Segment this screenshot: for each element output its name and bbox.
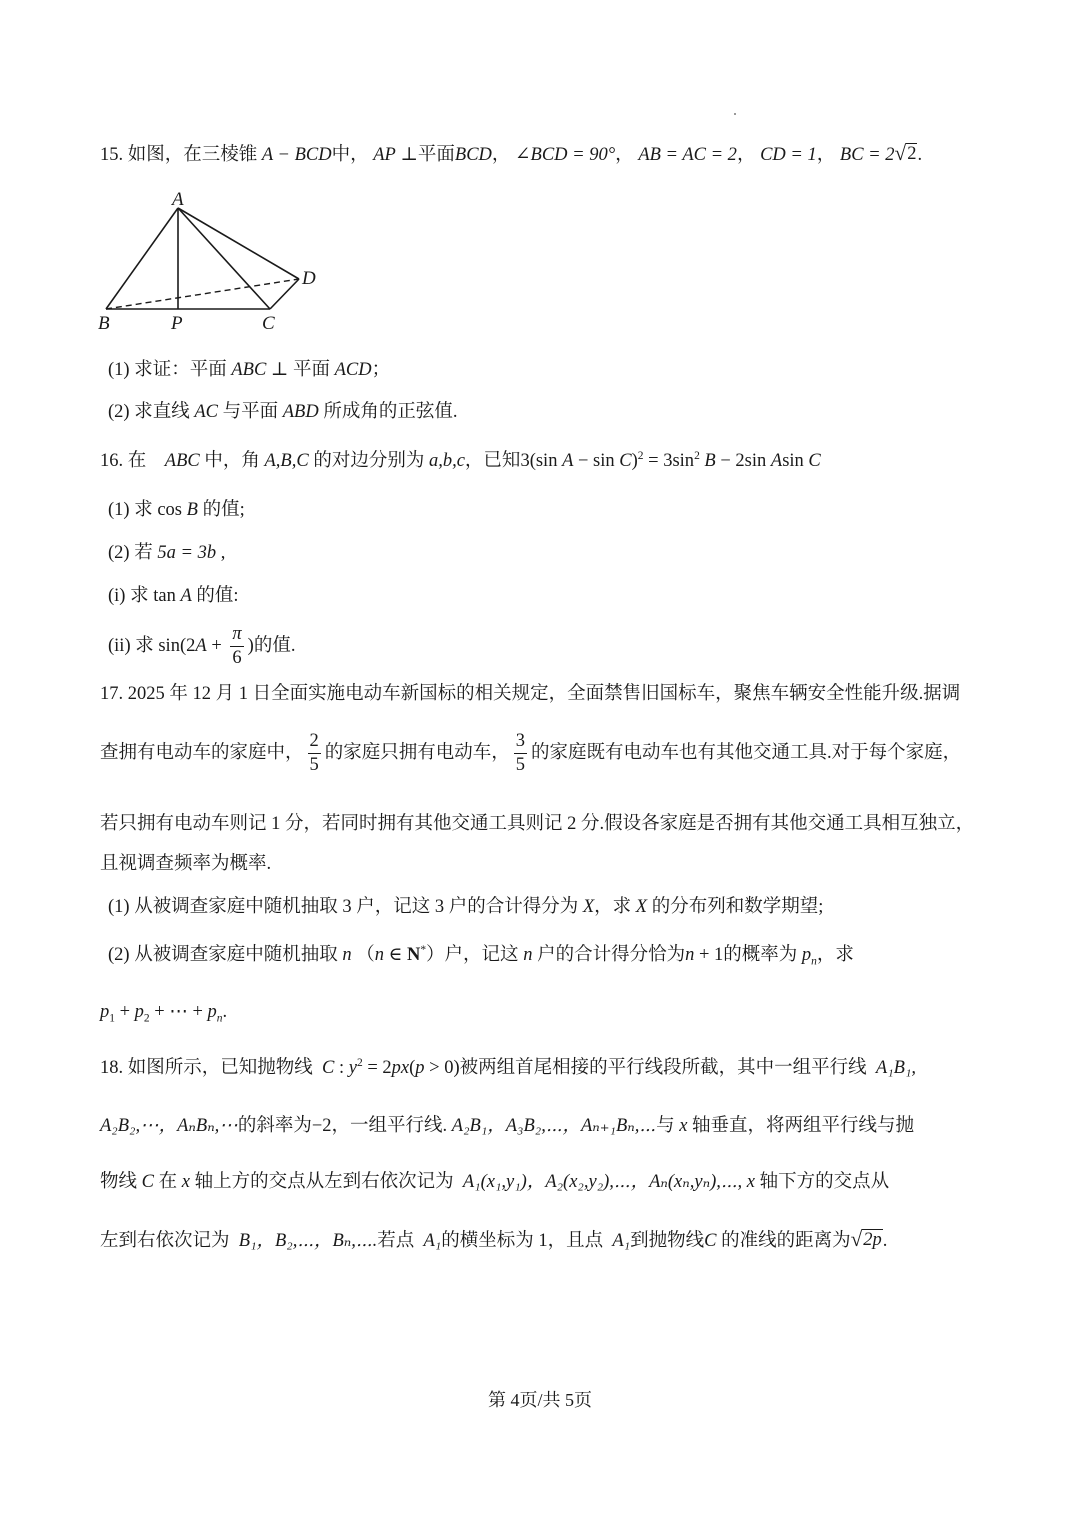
part-text: 求 cos	[134, 500, 187, 520]
q15-intro: 如图，在三棱锥	[127, 145, 258, 166]
edge-ab	[106, 208, 178, 309]
q15-part-1	[108, 361, 390, 380]
slope-value: −2	[311, 1116, 332, 1136]
part-text: 求 tan	[130, 586, 181, 606]
condition-eq: 5a = 3b	[157, 543, 217, 563]
q15-ab-ac: AB = AC = 2	[638, 145, 737, 166]
q15-text: ，	[615, 145, 634, 166]
eq-var: A	[770, 451, 783, 471]
q17-line-3: 若只拥有电动车则记 1 分，若同时拥有其他交通工具则记 2 分.假设各家庭是否拥有其他交通工具相互独立，	[100, 814, 975, 834]
q16-text: 在	[127, 451, 147, 471]
subscript-n: n	[811, 955, 817, 968]
eq-exponent: 2	[694, 449, 700, 462]
part-text: ，求	[594, 897, 632, 917]
scan-speck	[734, 113, 736, 115]
q17-part-2	[108, 943, 854, 968]
q15-text: ，	[491, 145, 511, 166]
fraction-2-5	[308, 732, 321, 776]
var-a: A	[180, 586, 192, 606]
part-text: 求证：平面	[134, 360, 227, 380]
eq-part: = 3sin	[643, 451, 695, 471]
part-text: 的概率为	[723, 945, 798, 965]
eq-part: > 0)	[424, 1058, 460, 1078]
q18-line-1	[100, 1056, 916, 1078]
sqrt-expression: √ 2	[894, 141, 917, 166]
numerator: π	[230, 625, 243, 647]
fraction-3-5	[514, 732, 527, 776]
triangle-abc: ABC	[164, 451, 200, 471]
edge-ac	[178, 208, 270, 309]
var-c: C	[322, 1058, 335, 1078]
q18-text: 18. 如图所示，已知抛物线	[100, 1058, 313, 1078]
eq-part: = 2	[362, 1058, 392, 1078]
q18-line-3	[100, 1173, 889, 1192]
q15-part-2	[108, 403, 457, 422]
q17-part-1	[108, 898, 823, 917]
part-text: 的值;	[202, 500, 245, 520]
eq-exponent: 2	[637, 449, 644, 462]
part-label: (2)	[108, 543, 130, 563]
denominator: 5	[515, 755, 526, 776]
part-text: ）户，记这	[426, 945, 519, 965]
denominator: 5	[309, 755, 319, 776]
q18-text: 物线	[100, 1172, 138, 1192]
label-a: A	[172, 189, 184, 210]
part-text: ，求	[816, 945, 854, 965]
q18-text: 的准线的距离为	[721, 1231, 851, 1252]
q16-number: 16.	[100, 451, 124, 471]
part-label: (2)	[108, 402, 130, 422]
colon: :	[334, 1058, 349, 1078]
var-x: X	[635, 897, 648, 917]
q18-text: 的斜率为	[237, 1116, 312, 1136]
part-label: (2)	[108, 945, 130, 965]
var-n: n	[523, 945, 533, 965]
q18-text: 在	[158, 1172, 178, 1192]
q18-text: 轴垂直，将两组平行线与抛	[692, 1116, 915, 1136]
q18-line-2	[100, 1117, 914, 1136]
var-a: A	[195, 636, 207, 657]
var-p: p	[207, 1002, 217, 1022]
part-text: )的值.	[247, 636, 296, 657]
var-p: p	[134, 1002, 144, 1022]
line-ac: AC	[194, 402, 218, 422]
q15-bc: BC = 2	[839, 145, 895, 166]
part-label: (ii)	[108, 636, 131, 657]
edge-bd-hidden	[106, 279, 299, 309]
eq-var: C	[619, 451, 632, 471]
part-label: (1)	[108, 500, 130, 520]
part-text: 从被调查家庭中随机抽取	[134, 945, 338, 965]
fraction-pi-over-6	[230, 625, 243, 669]
plane-abc: ABC	[231, 360, 267, 380]
part-text: 所成角的正弦值.	[323, 402, 458, 422]
plane-abd: ABD	[282, 402, 319, 422]
q16-text: ，已知	[464, 451, 521, 471]
pyramid-figure	[94, 188, 334, 338]
part-text: ；	[371, 360, 391, 380]
q15-text: 中，	[331, 145, 369, 166]
var-x: x	[181, 1172, 190, 1192]
natural-numbers-symbol: N	[406, 945, 421, 965]
eq-part: 3(sin	[520, 451, 563, 471]
label-c: C	[262, 313, 275, 334]
denominator: 6	[232, 648, 242, 669]
label-d: D	[302, 268, 316, 289]
part-text: 与平面	[222, 402, 279, 422]
var-n: n	[342, 945, 352, 965]
q15-text: ，	[816, 145, 836, 166]
points-an: A₁(x₁,y₁)，A₂(x₂,y₂),⋯，Aₙ(xₙ,yₙ),⋯,	[462, 1172, 743, 1192]
q16-equation	[520, 451, 820, 471]
paren: (	[409, 1058, 416, 1078]
q15-ap: AP	[373, 145, 396, 166]
q18-text: ，一组平行线.	[331, 1116, 448, 1136]
part-label: (1)	[108, 897, 130, 917]
part-text: 求直线	[134, 402, 190, 422]
part-text: 的值:	[196, 586, 239, 606]
var-px: px	[391, 1058, 410, 1078]
q18-line-4	[100, 1229, 887, 1251]
q17-text: 的家庭既有电动车也有其他交通工具.对于每个家庭，	[531, 743, 962, 764]
edge-ad	[178, 208, 299, 279]
q18-text: 的横坐标为 1，且点	[441, 1231, 604, 1252]
eq-part: − 2sin	[715, 451, 771, 471]
q16-part-2ii	[108, 625, 295, 669]
subscript: n	[216, 1012, 223, 1025]
var-b: B	[186, 500, 198, 520]
q16-part-1	[108, 501, 245, 520]
element-of-symbol: ∈	[383, 945, 407, 965]
q16-statement	[100, 449, 821, 471]
radicand: 2	[907, 144, 917, 164]
q16-text: 的对边分别为	[313, 451, 425, 471]
part-text: 求 sin(2	[135, 636, 196, 657]
angles-abc: A,B,C	[264, 451, 309, 471]
perp-symbol: ⊥	[400, 145, 418, 166]
q17-line-2	[100, 732, 961, 776]
q17-text: 查拥有电动车的家庭中，	[100, 743, 304, 764]
q15-number: 15.	[100, 145, 124, 166]
q15-text: .	[917, 145, 923, 166]
star-superscript: *	[420, 943, 427, 956]
sqrt-expression: √ 2p	[850, 1227, 882, 1252]
q17-text: 的家庭只拥有电动车，	[324, 743, 510, 764]
q15-text: 平面	[417, 145, 455, 166]
q18-text: 轴下方的交点从	[759, 1172, 890, 1192]
segments-an1bn: A₂B₁，A₃B₂,⋯，Aₙ₊₁Bₙ,⋯	[451, 1116, 657, 1136]
var-p: p	[801, 945, 812, 965]
var-y: y	[348, 1058, 357, 1078]
radicand: 2p	[863, 1230, 882, 1250]
q16-part-2	[108, 544, 225, 563]
ellipsis: + ⋯ +	[149, 1002, 208, 1022]
q18-text: 到抛物线	[630, 1231, 705, 1252]
q18-text: 与	[656, 1116, 675, 1136]
period: .	[222, 1002, 228, 1022]
eq-part: )	[631, 451, 638, 471]
part-text: ,	[220, 543, 226, 563]
q17-sum-expression	[100, 1002, 228, 1025]
q15-solid: A − BCD	[261, 145, 332, 166]
eq-var: B	[704, 451, 716, 471]
subscript: 1	[109, 1012, 115, 1025]
period: .	[882, 1231, 888, 1252]
var-p: p	[100, 1002, 110, 1022]
var-p: p	[415, 1058, 425, 1078]
q18-text: 左到右依次记为	[100, 1231, 230, 1252]
part-label: (1)	[108, 360, 130, 380]
numerator: 3	[514, 732, 527, 754]
q15-statement	[100, 143, 922, 165]
plus: +	[114, 1002, 135, 1022]
eq-part: sin	[782, 451, 809, 471]
var-x: x	[679, 1116, 688, 1136]
part-text: ⊥ 平面	[270, 360, 330, 380]
points-bn: B₁，B₂,⋯，Bₙ,⋯.	[238, 1231, 378, 1252]
point-a1: A₁	[423, 1231, 442, 1252]
q15-plane: BCD	[454, 145, 492, 166]
plane-acd: ACD	[334, 360, 372, 380]
numerator: 2	[308, 732, 321, 754]
part-text: 从被调查家庭中随机抽取 3 户，记这 3 户的合计得分为	[134, 897, 579, 917]
part-text: 若	[134, 543, 153, 563]
q15-text: ，	[736, 145, 756, 166]
eq-part: − sin	[573, 451, 620, 471]
eq-var: C	[808, 451, 821, 471]
var-x: X	[582, 897, 595, 917]
part-text: （	[356, 945, 375, 965]
sides-abc: a,b,c	[428, 451, 465, 471]
q15-cd: CD = 1	[760, 145, 817, 166]
segment-a1b1: A₁B₁,	[875, 1058, 916, 1078]
part-text: + 1	[694, 945, 724, 965]
var-n: n	[374, 945, 384, 965]
part-text: 户的合计得分恰为	[537, 945, 686, 965]
q18-text: 轴上方的交点从左到右依次记为	[194, 1172, 454, 1192]
var-x: x	[746, 1172, 755, 1192]
segments-anbn: A₂B₂,⋯，AₙBₙ,⋯	[100, 1116, 238, 1136]
q18-text: 被两组首尾相接的平行线段所截，其中一组平行线	[459, 1058, 867, 1078]
part-text: +	[206, 636, 227, 657]
q16-text: 中，角	[204, 451, 260, 471]
subscript: 2	[143, 1012, 150, 1025]
eq-var: A	[562, 451, 574, 471]
q17-line-1: 17. 2025 年 12 月 1 日全面实施电动车新国标的相关规定，全面禁售旧国标车，聚焦车辆安全性能升级.据调	[100, 684, 961, 704]
q16-part-2i	[108, 587, 239, 606]
exponent: 2	[356, 1056, 363, 1069]
q18-text: 若点	[377, 1231, 415, 1252]
label-p: P	[171, 313, 183, 334]
page-number-footer: 第 4页/共 5页	[487, 1390, 592, 1410]
label-b: B	[98, 313, 110, 334]
part-label: (i)	[108, 586, 126, 606]
q17-line-4: 且视调查频率为概率.	[100, 854, 272, 874]
var-n: n	[685, 945, 695, 965]
point-a1: A₁	[612, 1231, 631, 1252]
q15-angle: ∠BCD = 90°	[515, 145, 616, 166]
var-c: C	[141, 1172, 154, 1192]
part-text: 的分布列和数学期望;	[651, 897, 824, 917]
var-c: C	[704, 1231, 717, 1252]
